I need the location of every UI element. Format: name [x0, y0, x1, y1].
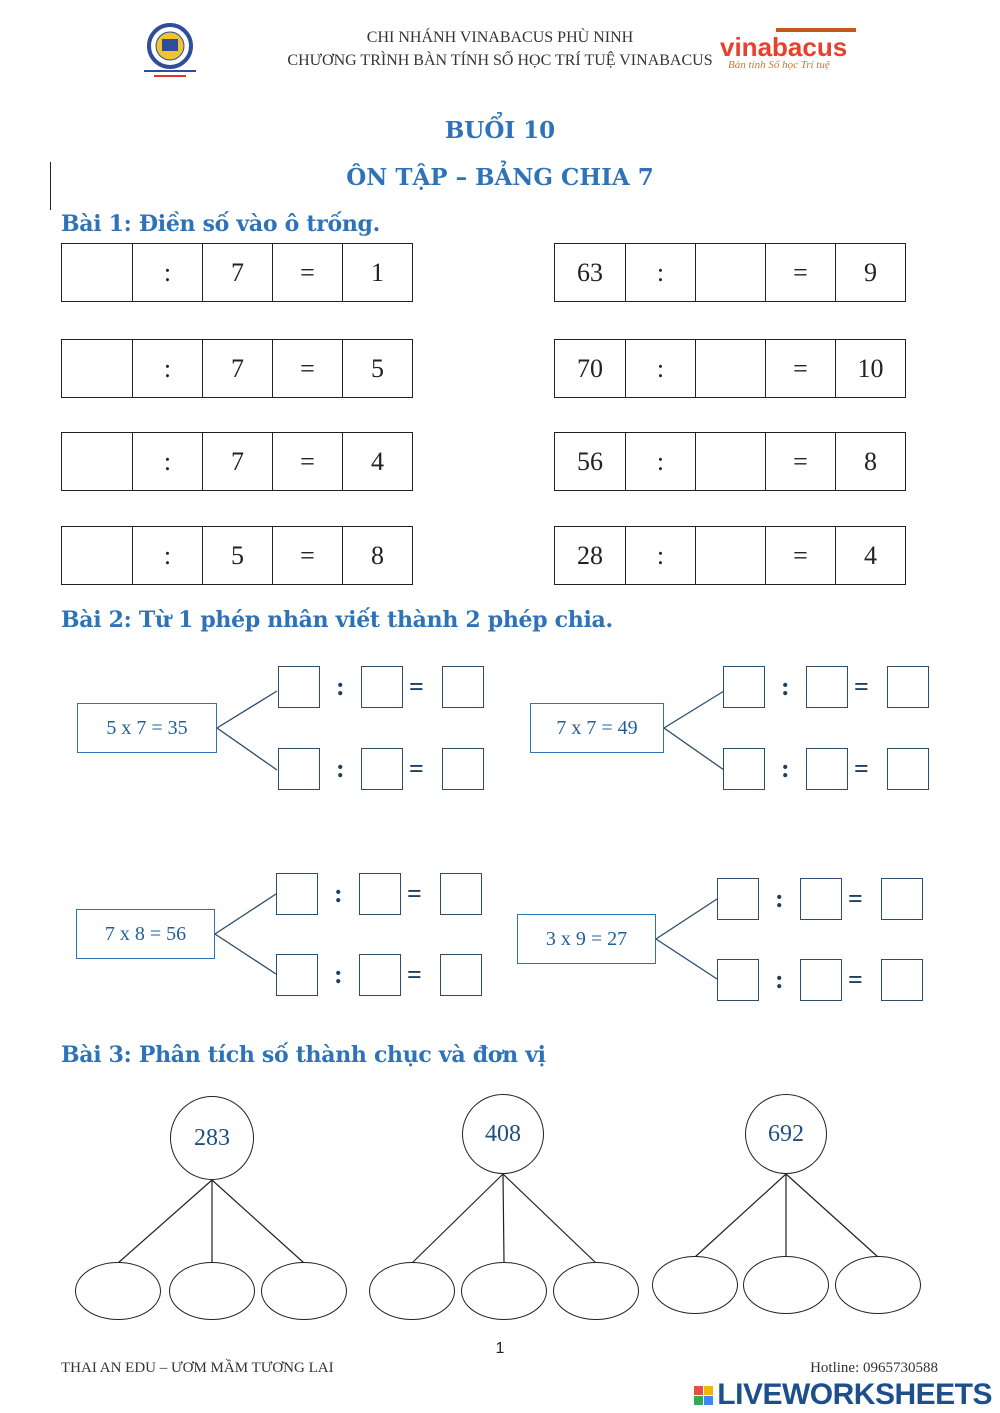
divide-sign: : [334, 960, 343, 989]
footer-left-text: THAI AN EDU – ƯƠM MẦM TƯƠNG LAI [61, 1360, 334, 1376]
divide-sign: : [336, 754, 345, 783]
equation-cell: : [625, 340, 695, 397]
divide-sign: : [775, 965, 784, 994]
equation-cell: : [132, 527, 202, 584]
answer-oval[interactable] [553, 1262, 639, 1320]
number-circle-3: 692 [745, 1094, 827, 1174]
page-number: 1 [495, 1340, 505, 1357]
equation-cell: 4 [342, 433, 412, 490]
product-box-2: 7 x 7 = 49 [530, 703, 664, 753]
product-box-4: 3 x 9 = 27 [517, 914, 656, 964]
equation-cell: 7 [202, 244, 272, 301]
equation-cell: 9 [835, 244, 905, 301]
equation-cell: 70 [577, 353, 603, 383]
equals-sign: = [848, 884, 863, 913]
equals-sign: = [854, 754, 869, 783]
divide-sign: : [781, 672, 790, 701]
answer-oval[interactable] [652, 1256, 738, 1314]
watermark-text: LIVEWORKSHEETS [717, 1378, 992, 1411]
equation-cell: 1 [342, 244, 412, 301]
equation-cell: 4 [835, 527, 905, 584]
equation-cell: = [765, 340, 835, 397]
divide-sign: : [334, 879, 343, 908]
equation-cell: 5 [342, 340, 412, 397]
answer-oval[interactable] [461, 1262, 547, 1320]
equation-cell: 5 [202, 527, 272, 584]
equation-cell: 7 [202, 433, 272, 490]
exercise-3-heading: Bài 3: Phân tích số thành chục và đơn vị [61, 1042, 546, 1068]
equation-cell: 8 [342, 527, 412, 584]
equation-cell: = [272, 433, 342, 490]
equation-cell: 28 [577, 540, 603, 570]
equals-sign: = [407, 879, 422, 908]
answer-oval[interactable] [743, 1256, 829, 1314]
header-line-2: CHƯƠNG TRÌNH BÀN TÍNH SỐ HỌC TRÍ TUỆ VINABACUS [287, 52, 713, 69]
equation-cell: 10 [835, 340, 905, 397]
equation-cell: 7 [202, 340, 272, 397]
equation-cell: = [765, 527, 835, 584]
equation-cell: = [272, 527, 342, 584]
answer-oval[interactable] [261, 1262, 347, 1320]
footer-hotline: Hotline: 0965730588 [810, 1360, 938, 1376]
divide-sign: : [336, 672, 345, 701]
equation-cell: = [765, 244, 835, 301]
equation-cell: = [272, 244, 342, 301]
equals-sign: = [407, 960, 422, 989]
equation-cell: : [625, 433, 695, 490]
divide-sign: : [775, 884, 784, 913]
svg-text:Bàn tính Số học Trí tuệ: Bàn tính Số học Trí tuệ [728, 59, 830, 71]
answer-oval[interactable] [75, 1262, 161, 1320]
liveworksheets-logo-icon [694, 1386, 713, 1405]
equation-cell: : [132, 244, 202, 301]
divide-sign: : [781, 754, 790, 783]
liveworksheets-watermark [694, 1378, 992, 1412]
equals-sign: = [854, 672, 869, 701]
answer-oval[interactable] [835, 1256, 921, 1314]
equation-cell: : [132, 340, 202, 397]
exercise-2-heading: Bài 2: Từ 1 phép nhân viết thành 2 phép chia. [61, 607, 613, 633]
equation-cell: 8 [835, 433, 905, 490]
number-circle-1: 283 [170, 1096, 254, 1180]
equation-cell: 56 [577, 446, 603, 476]
header-line-1: CHI NHÁNH VINABACUS PHÙ NINH [366, 29, 634, 46]
equation-cell: = [765, 433, 835, 490]
answer-oval[interactable] [369, 1262, 455, 1320]
number-circle-2: 408 [462, 1094, 544, 1174]
equation-cell: = [272, 340, 342, 397]
svg-text:vinabacus: vinabacus [720, 32, 848, 62]
session-title: BUỔI 10 [444, 117, 556, 144]
topic-title: ÔN TẬP – BẢNG CHIA 7 [346, 164, 654, 191]
exercise-1-heading: Bài 1: Điền số vào ô trống. [61, 211, 380, 237]
equation-cell: 63 [577, 257, 603, 287]
equals-sign: = [848, 965, 863, 994]
equals-sign: = [409, 672, 424, 701]
equation-cell: : [625, 244, 695, 301]
equals-sign: = [409, 754, 424, 783]
product-box-1: 5 x 7 = 35 [77, 703, 217, 753]
equation-cell: : [625, 527, 695, 584]
equation-cell: : [132, 433, 202, 490]
answer-oval[interactable] [169, 1262, 255, 1320]
product-box-3: 7 x 8 = 56 [76, 909, 215, 959]
